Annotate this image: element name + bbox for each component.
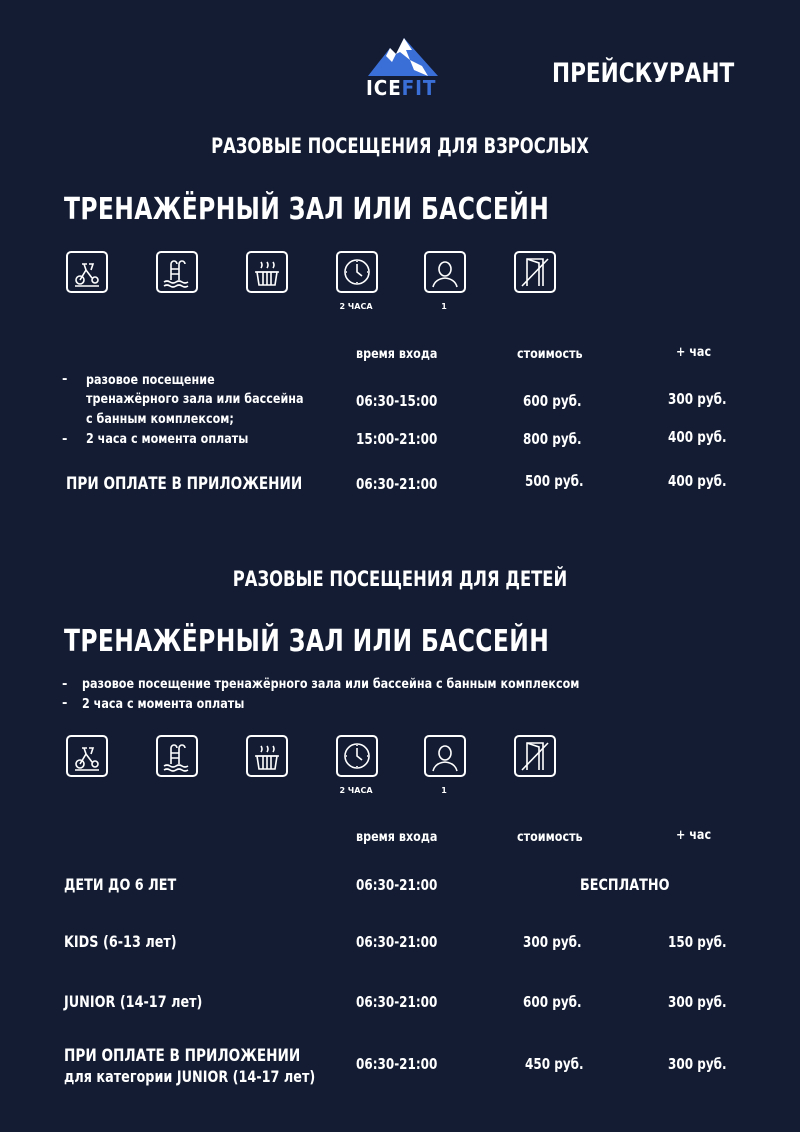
row-label: KIDS (6-13 лет): [64, 932, 177, 951]
row-label: ПРИ ОПЛАТЕ В ПРИЛОЖЕНИИ: [66, 474, 303, 494]
row-price-free: БЕСПЛАТНО: [580, 875, 670, 894]
adults-service-title: ТРЕНАЖЁРНЫЙ ЗАЛ ИЛИ БАССЕЙН: [64, 192, 550, 227]
exercise-bike-icon: [66, 251, 108, 293]
time-caption: 2 ЧАСА: [339, 786, 373, 795]
exercise-bike-icon: [66, 735, 108, 777]
row-time: 06:30-21:00: [356, 993, 438, 1011]
person-icon: [424, 251, 466, 293]
header-entry-time: время входа: [356, 347, 438, 362]
row-time: 06:30-21:00: [356, 876, 438, 894]
row-time: 06:30-21:00: [356, 475, 438, 493]
row-label: ДЕТИ ДО 6 ЛЕТ: [64, 875, 177, 894]
time-caption: 2 ЧАСА: [339, 302, 373, 311]
row-extra: 400 руб.: [668, 472, 727, 490]
persons-caption: 1: [441, 302, 447, 311]
logo-text-ice: ICE: [366, 76, 402, 100]
row-time: 06:30-15:00: [356, 392, 438, 410]
row-price: 600 руб.: [523, 392, 582, 410]
no-door-icon: [514, 735, 556, 777]
row-label: JUNIOR (14-17 лет): [64, 992, 203, 1011]
document-title: ПРЕЙСКУРАНТ: [552, 58, 735, 89]
row-time: 06:30-21:00: [356, 1055, 438, 1073]
sauna-bucket-icon: [246, 735, 288, 777]
row-time: 06:30-21:00: [356, 933, 438, 951]
no-door-icon: [514, 251, 556, 293]
pool-ladder-icon: [156, 735, 198, 777]
row-extra: 400 руб.: [668, 428, 727, 446]
adults-section-title: РАЗОВЫЕ ПОСЕЩЕНИЯ ДЛЯ ВЗРОСЛЫХ: [211, 134, 589, 158]
header-extra-hour: + час: [676, 828, 712, 843]
row-label: ПРИ ОПЛАТЕ В ПРИЛОЖЕНИИ: [64, 1046, 301, 1066]
logo-text-fit: FIT: [401, 76, 437, 100]
row-extra: 300 руб.: [668, 993, 727, 1011]
row-time: 15:00-21:00: [356, 430, 438, 448]
row-extra: 150 руб.: [668, 933, 727, 951]
row-price: 500 руб.: [525, 472, 584, 490]
kids-section-title: РАЗОВЫЕ ПОСЕЩЕНИЯ ДЛЯ ДЕТЕЙ: [232, 567, 568, 591]
adult-note-line: тренажёрного зала или бассейна: [86, 392, 304, 407]
adult-note-line: с банным комплексом;: [86, 412, 234, 427]
bullet-dash: -: [62, 372, 68, 387]
header-price: стоимость: [517, 830, 583, 845]
kids-note-line: разовое посещение тренажёрного зала или бассейна с банным комплексом: [82, 677, 580, 692]
person-icon: [424, 735, 466, 777]
row-extra: 300 руб.: [668, 1055, 727, 1073]
row-label-sub: для категории JUNIOR (14-17 лет): [64, 1067, 316, 1086]
brand-logo: [366, 36, 440, 98]
adult-note-line: 2 часа с момента оплаты: [86, 432, 249, 447]
kids-service-title: ТРЕНАЖЁРНЫЙ ЗАЛ ИЛИ БАССЕЙН: [64, 624, 550, 659]
adult-note-line: разовое посещение: [86, 373, 215, 388]
row-price: 450 руб.: [525, 1055, 584, 1073]
kids-note-line: 2 часа с момента оплаты: [82, 697, 245, 712]
row-extra: 300 руб.: [668, 390, 727, 408]
bullet-dash: -: [62, 696, 68, 711]
row-price: 600 руб.: [523, 993, 582, 1011]
bullet-dash: -: [62, 432, 68, 447]
bullet-dash: -: [62, 677, 68, 692]
mountain-logo-icon: [366, 36, 440, 78]
header-price: стоимость: [517, 347, 583, 362]
pool-ladder-icon: [156, 251, 198, 293]
row-price: 300 руб.: [523, 933, 582, 951]
persons-caption: 1: [441, 786, 447, 795]
header-entry-time: время входа: [356, 830, 438, 845]
sauna-bucket-icon: [246, 251, 288, 293]
clock-icon: [336, 735, 378, 777]
clock-icon: [336, 251, 378, 293]
row-price: 800 руб.: [523, 430, 582, 448]
header-extra-hour: + час: [676, 345, 712, 360]
